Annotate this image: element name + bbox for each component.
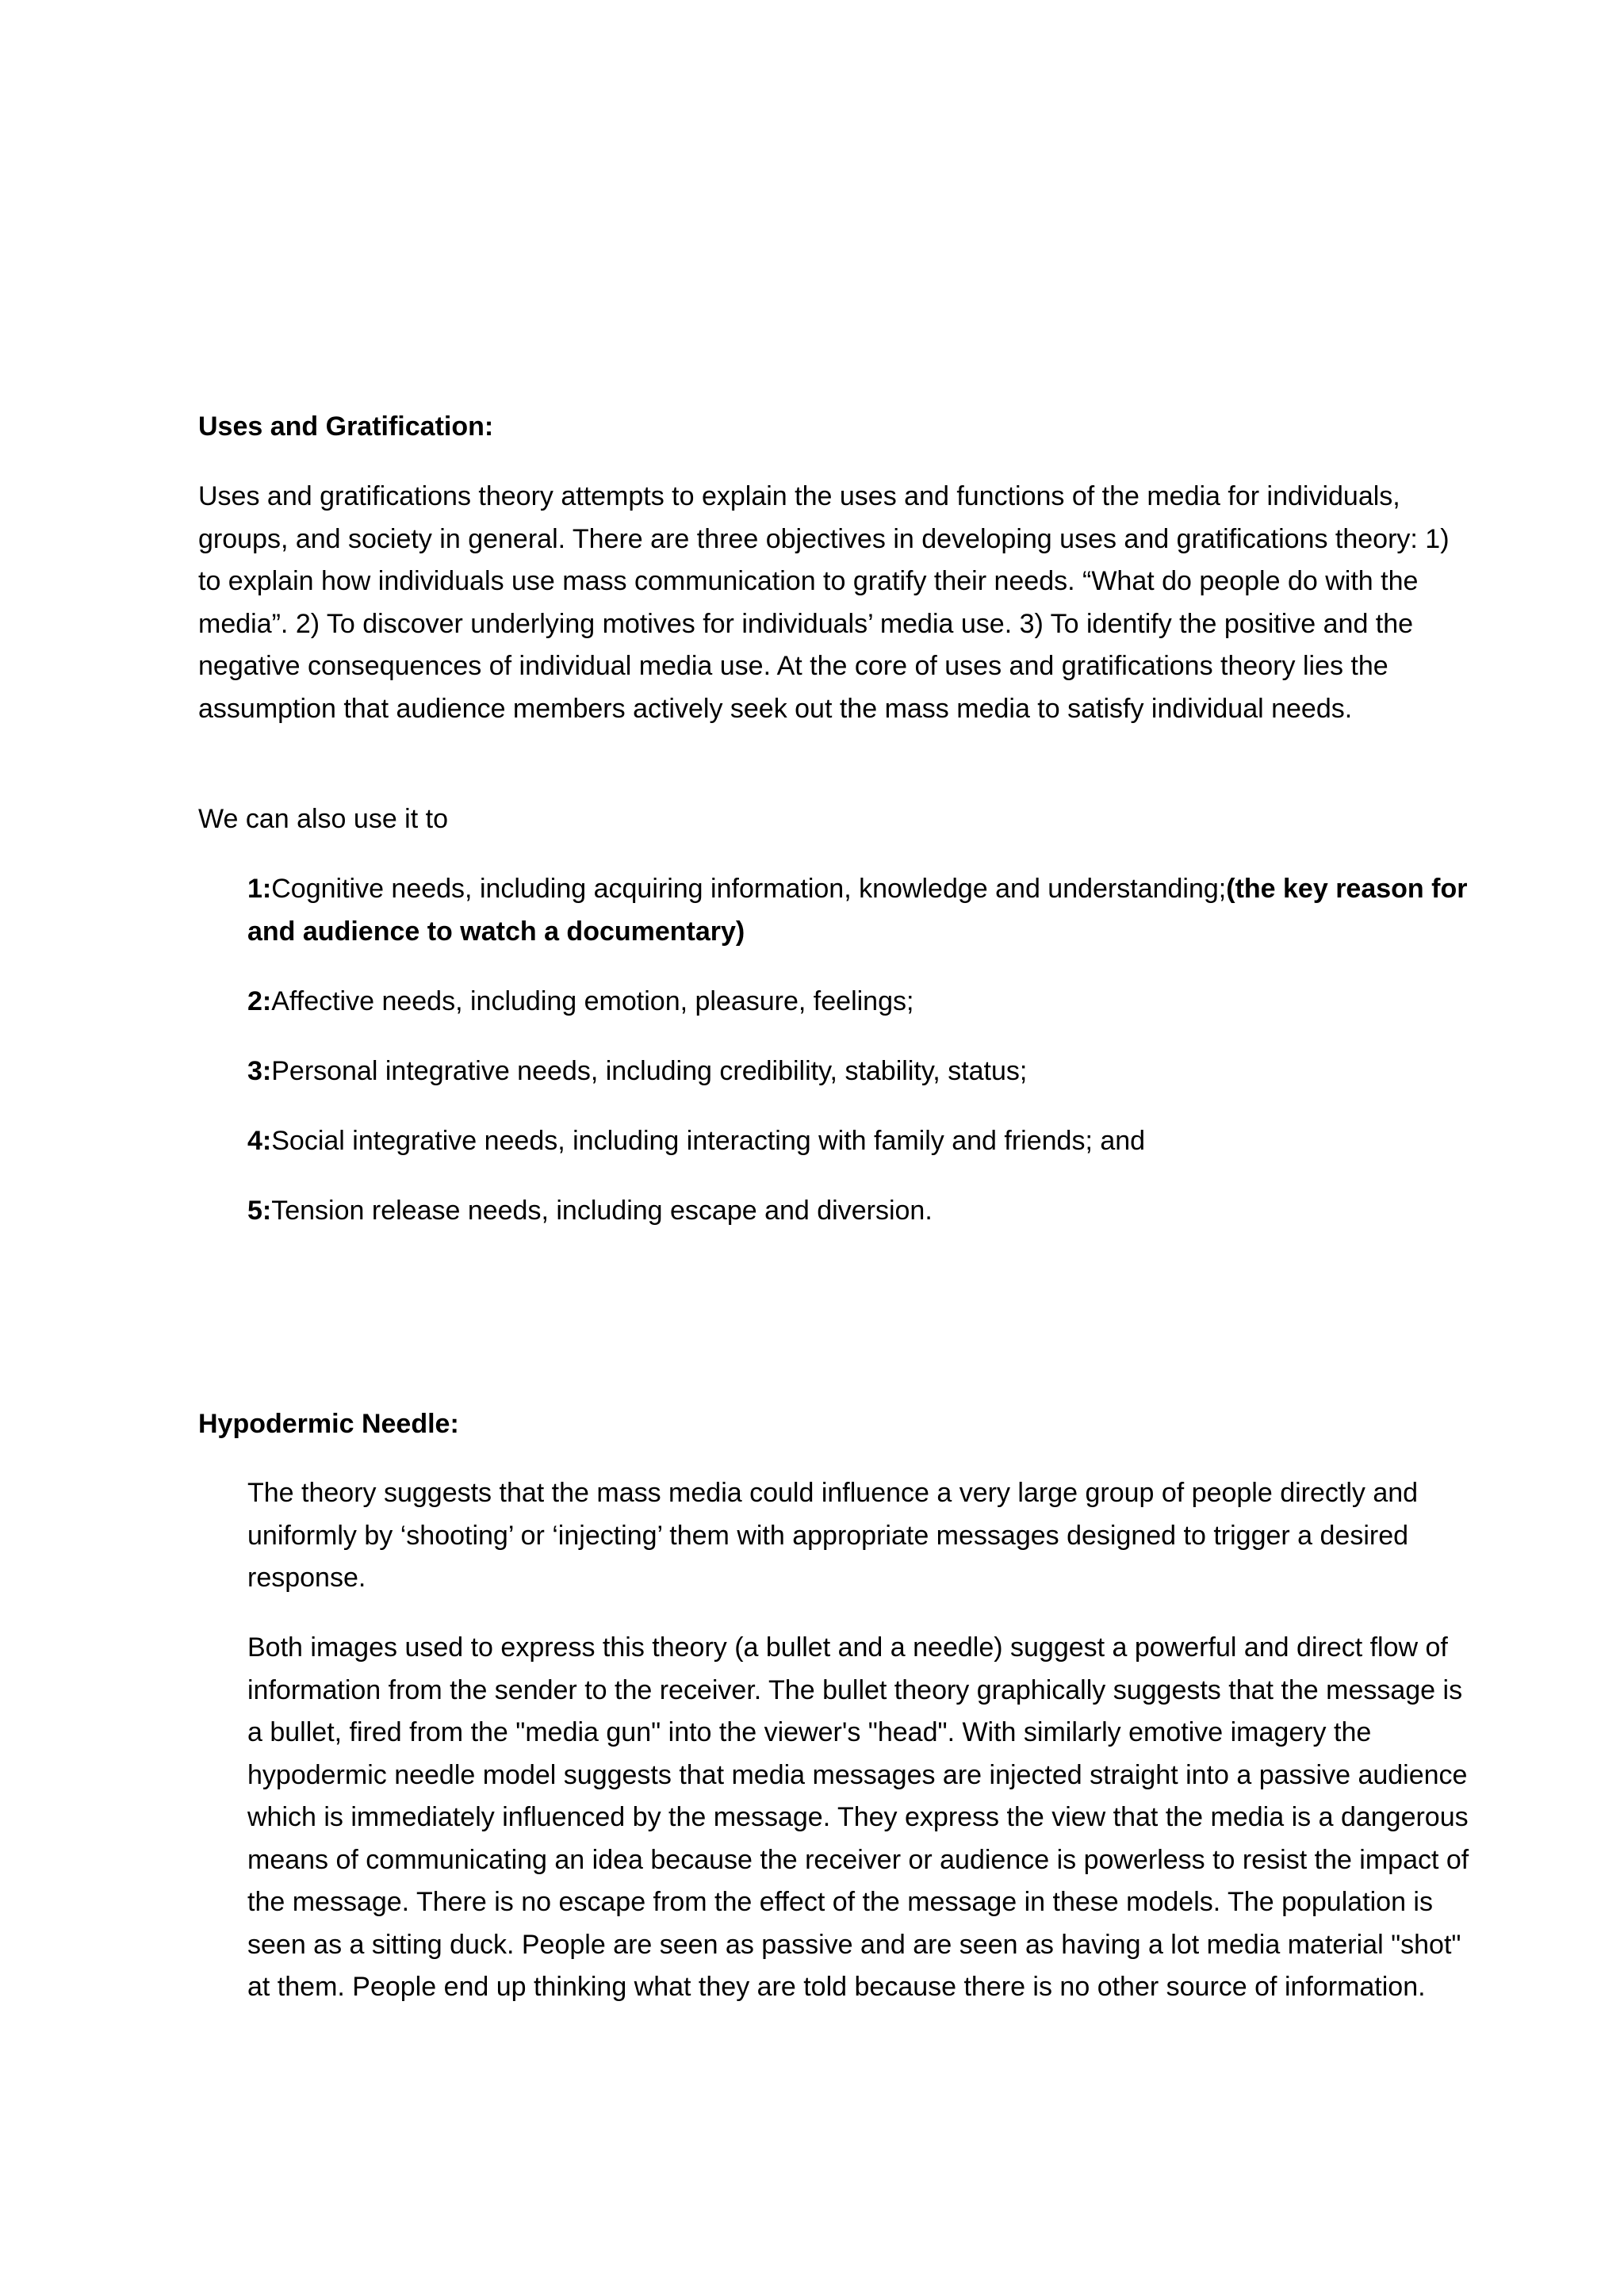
list-item-text: Personal integrative needs, including credibility, stability, status; xyxy=(271,1056,1028,1086)
list-item xyxy=(247,1050,1484,1093)
list-item xyxy=(247,1190,1484,1233)
list-item xyxy=(247,868,1484,953)
paragraph-hypodermic-images: Both images used to express this theory (a bullet and a needle) suggest a powerful and direct flow of information from the sender to the receiver. The bullet theory graphically suggests that the message is a bullet, fired from the "media gun" into the viewer's "head". With similarly emotive imagery the hypodermic needle model suggests that media messages are injected straight into a passive audience which is immediately influenced by the message. They express the view that the media is a dangerous means of communicating an idea because the receiver or audience is powerless to resist the impact of the message. There is no escape from the effect of the message in these models. The population is seen as a sitting duck. People are seen as passive and are seen as having a lot media material "shot" at them. People end up thinking what they are told because there is no other source of information. xyxy=(247,1632,1469,2002)
section-heading-uses-and-gratification: Uses and Gratification: xyxy=(198,411,494,442)
list-item xyxy=(247,981,1484,1024)
list-item-number: 4: xyxy=(247,1126,272,1156)
list-item-number: 1: xyxy=(247,874,272,904)
list-item-text: Affective needs, including emotion, pleasure, feelings; xyxy=(271,986,914,1016)
paragraph-hypodermic-theory: The theory suggests that the mass media could influence a very large group of people directly and uniformly by ‘shooting’ or ‘injecting’ them with appropriate messages designed to trigger a desired response. xyxy=(247,1478,1419,1593)
section-heading-hypodermic-needle: Hypodermic Needle: xyxy=(198,1409,459,1439)
list-item-number: 2: xyxy=(247,986,272,1016)
list-item-text: Tension release needs, including escape and diversion. xyxy=(271,1196,933,1226)
list-item xyxy=(247,1120,1484,1163)
list-item-text: Cognitive needs, including acquiring information, knowledge and understanding; xyxy=(271,874,1227,904)
list-item-number: 5: xyxy=(247,1196,272,1226)
list-item-emphasis: (the key reason for and audience to watch a documentary) xyxy=(247,874,1468,947)
list-item-text: Social integrative needs, including interacting with family and friends; and xyxy=(271,1126,1146,1156)
list-item-number: 3: xyxy=(247,1056,272,1086)
paragraph-uses-gratification-intro: Uses and gratifications theory attempts to explain the uses and functions of the media for individuals, groups, and society in general. There are three objectives in developing uses and gratifications theory: 1) to explain how individuals use mass communication to gratify their needs. “What do people do with the media”. 2) To discover underlying motives for individuals’ media use. 3) To identify the positive and the negative consequences of individual media use. At the core of uses and gratifications theory lies the assumption that audience members actively seek out the mass media to satisfy individual needs. xyxy=(198,481,1450,724)
paragraph-we-can-also: We can also use it to xyxy=(198,804,448,834)
